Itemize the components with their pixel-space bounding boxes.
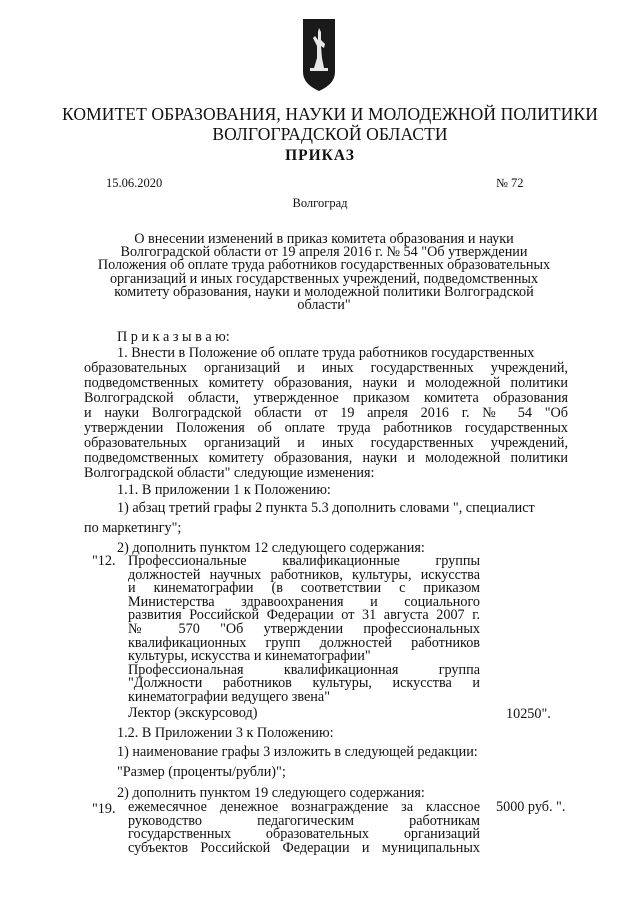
item-line: № 570 "Об утверждении профессиональных	[128, 620, 480, 637]
item-12-description	[128, 555, 480, 720]
item-12-number: "12.	[92, 553, 116, 569]
item-19-description	[128, 801, 480, 855]
item-line: кинематографии ведущего звена"	[128, 688, 330, 705]
item-line: должностей научных работников, культуры, искусства	[128, 566, 480, 583]
document-type-title: ПРИКАЗ	[285, 147, 355, 164]
item-line: "Должности работников культуры, искусства и	[128, 675, 480, 692]
paragraph-1-2-1: 1) наименование графы 3 изложить в следующей редакции:	[117, 744, 478, 760]
paragraph-1-1-2: 2) дополнить пунктом 12 следующего содержания:	[117, 540, 425, 556]
paragraph-1-1-1: 1) абзац третий графы 2 пункта 5.3 дополнить словами ", специалист	[117, 500, 535, 516]
item-19-number: "19.	[92, 801, 116, 817]
paragraph-line: подведомственных комитету образования, науки и молодежной политики	[84, 450, 568, 466]
item-line: Профессиональные квалификационные группы	[128, 553, 480, 569]
subject-line: Положения об оплате труда работников государственных образовательных	[97, 257, 551, 274]
paragraph-1-2-2: 2) дополнить пунктом 19 следующего содержания:	[117, 785, 425, 801]
paragraph-line: образовательных организаций и иных государственных учреждений,	[84, 435, 568, 451]
paragraph-line: Волгоградской области, утвержденное приказом комитета образования	[84, 390, 568, 406]
item-line: государственных образовательных организаций	[128, 826, 480, 843]
paragraph-line: утверждении Положения об оплате труда работников государственных	[84, 420, 568, 436]
paragraph-1-2-1-value: "Размер (проценты/рубли)";	[117, 764, 286, 780]
coat-of-arms-emblem	[302, 18, 336, 92]
item-line: ежемесячное денежное вознаграждение за классное	[128, 799, 480, 815]
paragraph-1-2: 1.2. В Приложении 3 к Положению:	[117, 725, 334, 741]
item-line: и кинематографии (в соответствии с приказом	[128, 580, 480, 597]
paragraph-line: Волгоградской области" следующие изменения:	[84, 465, 375, 481]
paragraph-1-1-1-cont: по маркетингу";	[84, 520, 182, 536]
item-line: Министерства здравоохранения и социального	[128, 593, 480, 610]
committee-name-line1: КОМИТЕТ ОБРАЗОВАНИЯ, НАУКИ И МОЛОДЕЖНОЙ ПОЛИТИКИ	[62, 104, 598, 124]
subject-line: организаций и иных государственных учреждений, подведомственных	[109, 270, 539, 287]
document-number: № 72	[496, 176, 524, 190]
item-line: культуры, искусства и кинематографии"	[128, 648, 371, 665]
committee-name	[60, 104, 600, 144]
order-word: П р и к а з ы в а ю:	[117, 329, 230, 345]
paragraph-line: и науки Волгоградской области от 19 апреля 2016 г. № 54 "Об	[84, 405, 568, 421]
document-subject	[84, 233, 564, 312]
subject-line: Волгоградской области от 19 апреля 2016 г. № 54 "Об утверждении	[120, 244, 528, 261]
item-12-value: 10250".	[506, 706, 551, 722]
item-line: Профессиональная квалификационная группа	[128, 661, 480, 678]
subject-line: области"	[297, 297, 351, 314]
item-line: субъектов Российской Федерации и муниципальных	[128, 839, 480, 856]
paragraph-line: подведомственных комитету образования, науки и молодежной политики	[84, 375, 568, 391]
item-line: развития Российской Федерации от 31 августа 2007 г.	[128, 607, 480, 624]
committee-name-line2: ВОЛГОГРАДСКОЙ ОБЛАСТИ	[212, 124, 448, 144]
subject-line: комитету образования, науки и молодежной политики Волгоградской	[114, 283, 534, 300]
item-line: руководство педагогическим работникам	[128, 812, 480, 829]
item-line: Лектор (экскурсовод)	[128, 704, 258, 721]
document-date: 15.06.2020	[106, 176, 163, 190]
item-19-value: 5000 руб. ".	[496, 799, 566, 815]
document-city: Волгоград	[292, 196, 348, 210]
paragraph-1-1: 1.1. В приложении 1 к Положению:	[117, 482, 331, 498]
paragraph-line: 1. Внести в Положение об оплате труда работников государственных	[117, 345, 535, 361]
paragraph-line: образовательных организаций и иных государственных учреждений,	[84, 360, 568, 376]
subject-line: О внесении изменений в приказ комитета образования и науки	[134, 231, 514, 247]
item-line: квалификационных групп должностей работников	[128, 634, 480, 651]
paragraph-1	[84, 346, 568, 481]
